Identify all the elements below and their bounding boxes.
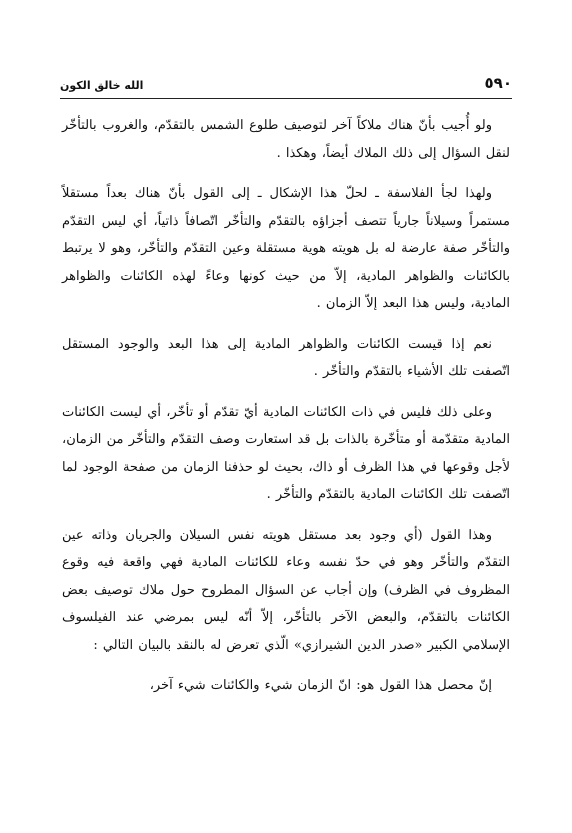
- running-header: [60, 68, 512, 92]
- book-title: الله خالق الكون: [60, 79, 144, 92]
- paragraph-5: وهذا القول (أي وجود بعد مستقل هويته نفس السيلان والجريان وذاته عين التقدّم والتأخّر وهو في حدّ نفسه وعاء للكائنات المادية فهي واقعة فيه وقوع المظروف في الظرف) وإن أجاب عن السؤال المطروح حول ملاك توصيف بعض الكائنات بالتقدّم، والبعض الآخر بالتأخّر، إلاّ أنّه ليس بمرضي عند الفيلسوف الإسلامي الكبير «صدر الدين الشيرازي» الّذي تعرض له بالنقد بالبيان التالي :: [62, 527, 510, 653]
- header-divider: [60, 98, 512, 99]
- page-body: [62, 112, 510, 713]
- paragraph-4: وعلى ذلك فليس في ذات الكائنات المادية أيّ تقدّم أو تأخّر، أي ليست الكائنات المادية متقدّمة أو متأخّرة بالذات بل قد استعارت وصف التقدّم والتأخّر من الزمان، لأجل وقوعها في هذا الظرف أو ذاك، بحيث لو حذفنا الزمان من صفحة الوجود لما اتّصفت تلك الكائنات المادية بالتقدّم والتأخّر .: [62, 404, 510, 502]
- page-number: ٥٩٠: [484, 74, 512, 92]
- paragraph-2: ولهذا لجأ الفلاسفة ـ لحلّ هذا الإشكال ـ إلى القول بأنّ هناك بعداً مستقلاً مستمراً وسيلاناً جارياً تتصف أجزاؤه بالتقدّم والتأخّر اتّصافاً ذاتياً، أي ليس التقدّم والتأخّر صفة عارضة له بل هويته هوية مستقلة وعين التقدّم والتأخّر، وهو لا يرتبط بالكائنات والظواهر المادية، إلاّ من حيث كونها وعاءً لهذه الكائنات والظواهر المادية، وليس هذا البعد إلاّ الزمان .: [62, 186, 510, 311]
- paragraph-6: إنّ محصل هذا القول هو: انّ الزمان شيء والكائنات شيء آخر،: [149, 678, 492, 693]
- paragraph-1: ولو أُجيب بأنّ هناك ملاكاً آخر لتوصيف طلوع الشمس بالتقدّم، والغروب بالتأخّر لنقل السؤال إلى ذلك الملاك أيضاً، وهكذا .: [62, 118, 510, 161]
- paragraph-3: نعم إذا قيست الكائنات والظواهر المادية إلى هذا البعد والوجود المستقل اتّصفت تلك الأشياء بالتقدّم والتأخّر .: [62, 336, 510, 379]
